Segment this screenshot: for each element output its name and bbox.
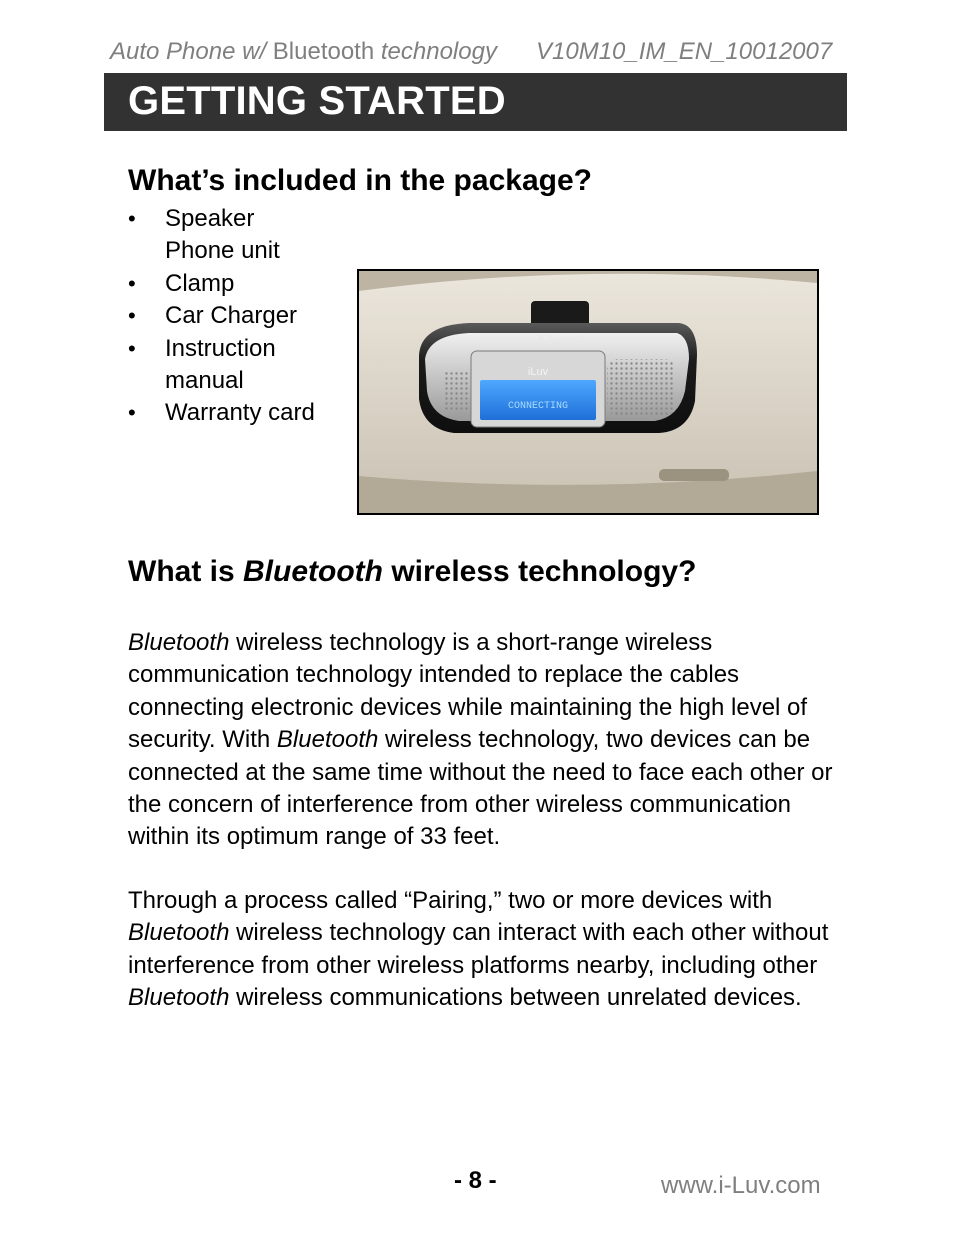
para-run: Bluetooth	[128, 919, 230, 947]
section-title: GETTING STARTED	[128, 79, 506, 123]
lcd-text: CONNECTING	[507, 401, 569, 412]
list-item: • Warranty card	[128, 397, 328, 429]
bluetooth-heading-em: Bluetooth	[243, 555, 383, 588]
speakerphone-on-visor-illustration	[359, 271, 817, 513]
running-header	[110, 38, 833, 66]
bluetooth-heading	[128, 555, 696, 589]
list-item: • Clamp	[128, 268, 328, 300]
list-item: • Speaker Phone unit	[128, 203, 328, 268]
page-number: - 8 -	[454, 1167, 497, 1194]
product-photo	[357, 269, 819, 515]
bluetooth-paragraph-2	[128, 885, 848, 1015]
para-run: wireless communications between unrelated devices.	[229, 984, 802, 1012]
bluetooth-paragraph-1	[128, 627, 848, 854]
header-product-bluetooth: Bluetooth	[272, 38, 375, 65]
para-run: wireless technology, two devices can be connected at the same time without the need to face each other or the concern of interference from other wireless communication within its optimum range of 33 feet.	[128, 726, 833, 851]
bluetooth-heading-pre: What is	[128, 555, 244, 588]
bluetooth-badge: Bluetooth	[547, 334, 585, 343]
para-run: wireless technology can interact with each other without interference from other wireless platforms nearby, including other	[128, 919, 829, 979]
device-logo: iLuv	[527, 366, 549, 378]
package-list	[128, 203, 328, 430]
list-item: • Instruction manual	[128, 333, 328, 398]
bluetooth-heading-post: wireless technology?	[382, 555, 697, 588]
para-run: Through a process called “Pairing,” two or more devices with	[128, 887, 773, 914]
list-item: • Car Charger	[128, 300, 328, 332]
section-banner	[104, 73, 847, 131]
para-run: Bluetooth	[128, 629, 230, 656]
bluetooth-icon	[538, 335, 544, 341]
footer-url: www.i-Luv.com	[661, 1172, 821, 1199]
para-run: Bluetooth	[128, 984, 230, 1012]
header-product-prefix: Auto Phone w/	[110, 38, 273, 65]
para-run: wireless technology is a short-range wireless communication technology intended to replace the cables connecting electronic devices while maintaining the high level of security. With	[128, 629, 808, 754]
header-product-suffix: technology	[374, 38, 497, 65]
para-run: Bluetooth	[276, 726, 379, 754]
header-doc-code: V10M10_IM_EN_10012007	[536, 38, 833, 65]
package-heading: What’s included in the package?	[128, 164, 592, 197]
